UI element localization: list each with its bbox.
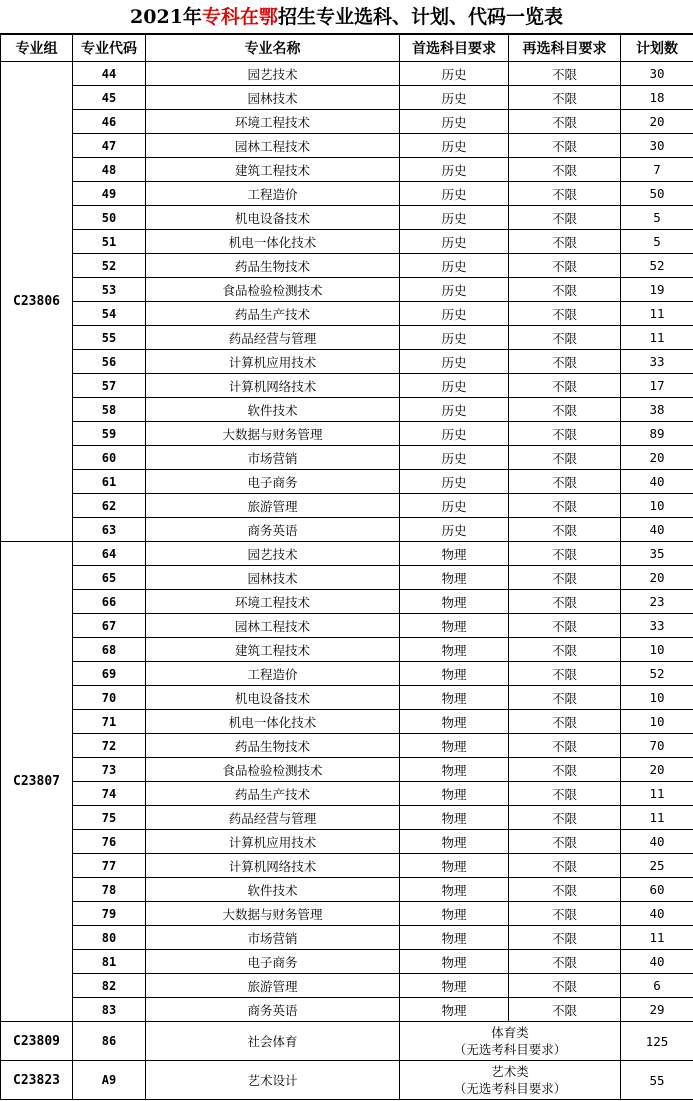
first-subject: 物理 (400, 638, 509, 662)
major-code: 77 (73, 854, 146, 878)
major-name: 药品生产技术 (146, 782, 400, 806)
table-row (1, 518, 693, 542)
page-title (0, 0, 693, 34)
plan-count: 11 (621, 326, 693, 350)
plan-count: 52 (621, 662, 693, 686)
second-subject: 不限 (509, 62, 621, 86)
second-subject: 不限 (509, 926, 621, 950)
major-code: 82 (73, 974, 146, 998)
table-row (1, 542, 693, 566)
major-name: 园林工程技术 (146, 134, 400, 158)
second-subject: 不限 (509, 134, 621, 158)
table-body (1, 62, 693, 1100)
major-name: 艺术设计 (146, 1061, 400, 1100)
second-subject: 不限 (509, 566, 621, 590)
plan-count: 20 (621, 446, 693, 470)
second-subject: 不限 (509, 518, 621, 542)
major-name: 药品经营与管理 (146, 806, 400, 830)
group-code: C23823 (1, 1061, 73, 1100)
major-code: 65 (73, 566, 146, 590)
plan-count: 10 (621, 686, 693, 710)
plan-count: 33 (621, 614, 693, 638)
major-code: 63 (73, 518, 146, 542)
table-row (1, 302, 693, 326)
major-code: 76 (73, 830, 146, 854)
plan-count: 10 (621, 494, 693, 518)
second-subject: 不限 (509, 446, 621, 470)
plan-count: 20 (621, 566, 693, 590)
header-first-subject: 首选科目要求 (400, 35, 509, 62)
plan-count: 55 (621, 1061, 693, 1100)
header-row (1, 35, 693, 62)
major-name: 环境工程技术 (146, 110, 400, 134)
table-row (1, 422, 693, 446)
major-code: 51 (73, 230, 146, 254)
header-second-subject: 再选科目要求 (509, 35, 621, 62)
table-row (1, 566, 693, 590)
first-subject: 历史 (400, 494, 509, 518)
plan-count: 25 (621, 854, 693, 878)
group-code: C23806 (1, 62, 73, 542)
major-code: 47 (73, 134, 146, 158)
first-subject: 历史 (400, 470, 509, 494)
second-subject: 不限 (509, 542, 621, 566)
major-name: 计算机应用技术 (146, 830, 400, 854)
major-name: 市场营销 (146, 926, 400, 950)
first-subject: 物理 (400, 806, 509, 830)
plan-count: 5 (621, 206, 693, 230)
first-subject: 历史 (400, 398, 509, 422)
second-subject: 不限 (509, 86, 621, 110)
requirement-category: 体育类 (491, 1025, 529, 1040)
first-subject: 物理 (400, 878, 509, 902)
first-subject: 物理 (400, 710, 509, 734)
major-name: 药品经营与管理 (146, 326, 400, 350)
second-subject: 不限 (509, 950, 621, 974)
major-code: 62 (73, 494, 146, 518)
major-code: 48 (73, 158, 146, 182)
second-subject: 不限 (509, 374, 621, 398)
plan-count: 89 (621, 422, 693, 446)
major-name: 机电设备技术 (146, 206, 400, 230)
first-subject: 物理 (400, 590, 509, 614)
plan-count: 40 (621, 470, 693, 494)
major-name: 园艺技术 (146, 542, 400, 566)
major-name: 工程造价 (146, 662, 400, 686)
plan-count: 20 (621, 110, 693, 134)
major-code: 53 (73, 278, 146, 302)
first-subject: 物理 (400, 830, 509, 854)
table-row (1, 470, 693, 494)
plan-count: 11 (621, 806, 693, 830)
major-name: 计算机应用技术 (146, 350, 400, 374)
major-code: 81 (73, 950, 146, 974)
major-code: 59 (73, 422, 146, 446)
first-subject: 物理 (400, 926, 509, 950)
subject-requirement (400, 1061, 621, 1100)
second-subject: 不限 (509, 758, 621, 782)
first-subject: 历史 (400, 302, 509, 326)
second-subject: 不限 (509, 278, 621, 302)
major-name: 药品生物技术 (146, 254, 400, 278)
major-code: 50 (73, 206, 146, 230)
first-subject: 历史 (400, 110, 509, 134)
second-subject: 不限 (509, 854, 621, 878)
first-subject: 历史 (400, 134, 509, 158)
second-subject: 不限 (509, 782, 621, 806)
major-name: 电子商务 (146, 470, 400, 494)
major-code: 45 (73, 86, 146, 110)
first-subject: 历史 (400, 230, 509, 254)
first-subject: 历史 (400, 86, 509, 110)
major-code: 72 (73, 734, 146, 758)
first-subject: 历史 (400, 182, 509, 206)
major-code: 68 (73, 638, 146, 662)
plan-count: 125 (621, 1022, 693, 1061)
second-subject: 不限 (509, 998, 621, 1022)
major-name: 计算机网络技术 (146, 854, 400, 878)
second-subject: 不限 (509, 590, 621, 614)
second-subject: 不限 (509, 230, 621, 254)
first-subject: 历史 (400, 278, 509, 302)
second-subject: 不限 (509, 638, 621, 662)
table-row (1, 446, 693, 470)
major-code: 44 (73, 62, 146, 86)
plan-count: 11 (621, 782, 693, 806)
major-code: 86 (73, 1022, 146, 1061)
table-row (1, 86, 693, 110)
first-subject: 历史 (400, 374, 509, 398)
second-subject: 不限 (509, 974, 621, 998)
first-subject: 物理 (400, 686, 509, 710)
second-subject: 不限 (509, 470, 621, 494)
second-subject: 不限 (509, 710, 621, 734)
plan-count: 40 (621, 518, 693, 542)
first-subject: 历史 (400, 158, 509, 182)
table-row (1, 350, 693, 374)
major-code: 52 (73, 254, 146, 278)
table-row (1, 230, 693, 254)
major-code: 46 (73, 110, 146, 134)
major-name: 社会体育 (146, 1022, 400, 1061)
title-year: 2021年 (130, 6, 202, 28)
plan-count: 50 (621, 182, 693, 206)
plan-count: 38 (621, 398, 693, 422)
plan-count: 70 (621, 734, 693, 758)
major-name: 大数据与财务管理 (146, 422, 400, 446)
first-subject: 物理 (400, 542, 509, 566)
major-name: 食品检验检测技术 (146, 758, 400, 782)
major-code: 70 (73, 686, 146, 710)
table-row (1, 134, 693, 158)
major-name: 机电一体化技术 (146, 710, 400, 734)
second-subject: 不限 (509, 254, 621, 278)
first-subject: 历史 (400, 518, 509, 542)
major-name: 软件技术 (146, 878, 400, 902)
header-plan: 计划数 (621, 35, 693, 62)
major-code: 49 (73, 182, 146, 206)
subject-requirement (400, 1022, 621, 1061)
table-row (1, 206, 693, 230)
second-subject: 不限 (509, 494, 621, 518)
major-name: 电子商务 (146, 950, 400, 974)
major-name: 旅游管理 (146, 974, 400, 998)
table-row (1, 494, 693, 518)
table-row (1, 926, 693, 950)
table-row (1, 590, 693, 614)
major-name: 商务英语 (146, 998, 400, 1022)
major-code: 66 (73, 590, 146, 614)
table-row-special (1, 1061, 693, 1100)
table-row (1, 182, 693, 206)
plan-count: 30 (621, 62, 693, 86)
header-name: 专业名称 (146, 35, 400, 62)
major-code: A9 (73, 1061, 146, 1100)
first-subject: 物理 (400, 950, 509, 974)
plan-count: 7 (621, 158, 693, 182)
major-name: 计算机网络技术 (146, 374, 400, 398)
major-code: 58 (73, 398, 146, 422)
plan-count: 5 (621, 230, 693, 254)
title-highlight: 专科在鄂 (201, 6, 278, 28)
major-name: 园艺技术 (146, 62, 400, 86)
first-subject: 历史 (400, 422, 509, 446)
plan-count: 10 (621, 638, 693, 662)
plan-count: 11 (621, 302, 693, 326)
second-subject: 不限 (509, 326, 621, 350)
plan-count: 40 (621, 950, 693, 974)
major-name: 软件技术 (146, 398, 400, 422)
major-code: 56 (73, 350, 146, 374)
first-subject: 物理 (400, 758, 509, 782)
plan-count: 33 (621, 350, 693, 374)
second-subject: 不限 (509, 398, 621, 422)
table-row (1, 974, 693, 998)
table-row (1, 854, 693, 878)
major-name: 商务英语 (146, 518, 400, 542)
major-code: 67 (73, 614, 146, 638)
table-row (1, 638, 693, 662)
major-code: 55 (73, 326, 146, 350)
table-row (1, 62, 693, 86)
first-subject: 历史 (400, 350, 509, 374)
second-subject: 不限 (509, 206, 621, 230)
first-subject: 物理 (400, 998, 509, 1022)
table-row (1, 902, 693, 926)
major-name: 市场营销 (146, 446, 400, 470)
table-row (1, 806, 693, 830)
major-code: 83 (73, 998, 146, 1022)
header-code: 专业代码 (73, 35, 146, 62)
plan-count: 23 (621, 590, 693, 614)
second-subject: 不限 (509, 182, 621, 206)
table-row-special (1, 1022, 693, 1061)
second-subject: 不限 (509, 110, 621, 134)
table-row (1, 782, 693, 806)
plan-count: 35 (621, 542, 693, 566)
major-code: 79 (73, 902, 146, 926)
table-row (1, 278, 693, 302)
major-name: 建筑工程技术 (146, 638, 400, 662)
table-row (1, 758, 693, 782)
first-subject: 物理 (400, 614, 509, 638)
first-subject: 历史 (400, 446, 509, 470)
plan-count: 40 (621, 902, 693, 926)
first-subject: 物理 (400, 974, 509, 998)
second-subject: 不限 (509, 686, 621, 710)
first-subject: 历史 (400, 206, 509, 230)
major-name: 大数据与财务管理 (146, 902, 400, 926)
second-subject: 不限 (509, 614, 621, 638)
second-subject: 不限 (509, 830, 621, 854)
second-subject: 不限 (509, 734, 621, 758)
major-name: 园林技术 (146, 566, 400, 590)
plan-count: 29 (621, 998, 693, 1022)
major-code: 80 (73, 926, 146, 950)
requirement-note: （无选考科目要求） (453, 1081, 567, 1096)
major-code: 57 (73, 374, 146, 398)
major-name: 工程造价 (146, 182, 400, 206)
table-row (1, 998, 693, 1022)
major-code: 75 (73, 806, 146, 830)
major-code: 61 (73, 470, 146, 494)
plan-count: 18 (621, 86, 693, 110)
second-subject: 不限 (509, 350, 621, 374)
first-subject: 历史 (400, 254, 509, 278)
major-code: 73 (73, 758, 146, 782)
second-subject: 不限 (509, 158, 621, 182)
first-subject: 物理 (400, 782, 509, 806)
major-code: 78 (73, 878, 146, 902)
major-code: 71 (73, 710, 146, 734)
major-code: 74 (73, 782, 146, 806)
major-name: 机电一体化技术 (146, 230, 400, 254)
header-group: 专业组 (1, 35, 73, 62)
plan-count: 52 (621, 254, 693, 278)
major-name: 园林技术 (146, 86, 400, 110)
group-code: C23807 (1, 542, 73, 1022)
table-row (1, 662, 693, 686)
major-name: 园林工程技术 (146, 614, 400, 638)
table-row (1, 950, 693, 974)
plan-count: 19 (621, 278, 693, 302)
table-row (1, 158, 693, 182)
enrollment-table (0, 34, 693, 1100)
first-subject: 物理 (400, 902, 509, 926)
second-subject: 不限 (509, 302, 621, 326)
second-subject: 不限 (509, 806, 621, 830)
requirement-category: 艺术类 (491, 1064, 529, 1079)
major-code: 54 (73, 302, 146, 326)
first-subject: 物理 (400, 566, 509, 590)
major-name: 药品生物技术 (146, 734, 400, 758)
table-row (1, 398, 693, 422)
first-subject: 物理 (400, 854, 509, 878)
plan-count: 30 (621, 134, 693, 158)
plan-count: 20 (621, 758, 693, 782)
major-code: 60 (73, 446, 146, 470)
first-subject: 物理 (400, 662, 509, 686)
plan-count: 10 (621, 710, 693, 734)
plan-count: 17 (621, 374, 693, 398)
table-row (1, 374, 693, 398)
second-subject: 不限 (509, 422, 621, 446)
major-code: 64 (73, 542, 146, 566)
major-name: 机电设备技术 (146, 686, 400, 710)
first-subject: 物理 (400, 734, 509, 758)
plan-count: 60 (621, 878, 693, 902)
major-name: 旅游管理 (146, 494, 400, 518)
plan-count: 11 (621, 926, 693, 950)
table-row (1, 254, 693, 278)
table-row (1, 710, 693, 734)
first-subject: 历史 (400, 62, 509, 86)
group-code: C23809 (1, 1022, 73, 1061)
second-subject: 不限 (509, 878, 621, 902)
table-row (1, 830, 693, 854)
second-subject: 不限 (509, 902, 621, 926)
plan-count: 40 (621, 830, 693, 854)
title-rest: 招生专业选科、计划、代码一览表 (277, 6, 563, 28)
table-row (1, 734, 693, 758)
table-row (1, 686, 693, 710)
major-name: 建筑工程技术 (146, 158, 400, 182)
plan-count: 6 (621, 974, 693, 998)
major-name: 药品生产技术 (146, 302, 400, 326)
requirement-note: （无选考科目要求） (453, 1042, 567, 1057)
first-subject: 历史 (400, 326, 509, 350)
second-subject: 不限 (509, 662, 621, 686)
table-row (1, 326, 693, 350)
major-name: 环境工程技术 (146, 590, 400, 614)
table-row (1, 614, 693, 638)
table-row (1, 110, 693, 134)
table-row (1, 878, 693, 902)
major-name: 食品检验检测技术 (146, 278, 400, 302)
major-code: 69 (73, 662, 146, 686)
